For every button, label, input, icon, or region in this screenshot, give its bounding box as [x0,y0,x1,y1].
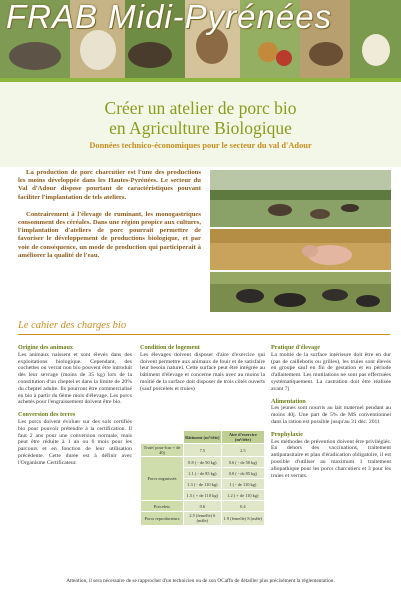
table-cell: 0.8 ( - de 50 kg) [183,457,221,468]
table-row [141,501,265,512]
banner-title: FRAB Midi-Pyrénées [6,0,333,35]
photo-black-pigs [210,272,391,312]
table-cell: 1.1 ( - de 85 kg) [183,468,221,479]
table-cell: 1.2 ( + de 110 kg) [221,490,264,501]
page-subtitle: Données technico-économiques pour le secteur du val d'Adour [89,141,312,150]
text-alimentation: Les jeunes sont nourris au lait maternel pendant au moins 40j. Une part de 5% de MS conventionnel dans la ration est possible jusqu'au 31 déc. 2011 [271,405,391,425]
table-row [141,457,265,468]
heading-pratique-elevage: Pratique d'élevage [271,344,320,351]
footer-note: Attention, il sera nécessaire de se rapprocher d'un technicien ou de son OCaffn de détailler plus précisément la réglementation. [66,578,335,584]
intro-paragraph-1: La production de porc charcutier est l'une des productions les moins développée dans les Hautes-Pyrénées. Le secteur du Val d'Adour dispose pourtant de caractéristiques pouvant faciliter l'implantation de tels ateliers. [18,169,201,201]
heading-condition-logement: Condition de logement [140,344,200,351]
table-cell: 0.8 ( - de 85 kg) [221,468,264,479]
table-cell: 0.4 [221,501,264,512]
table-cell: 1.3 ( - de 110 kg) [183,479,221,490]
page-title-line-2: en Agriculture Biologique [109,118,292,138]
column-3 [271,345,391,485]
table-cell: 2.5 [221,444,264,457]
table-header-batiment: Bâtiment (m²/tête) [183,431,221,444]
intro-text [18,169,201,269]
table-row [141,512,265,525]
column-1 [18,345,132,473]
text-origine-animaux: Les animaux naissent et sont élevés dans des exploitations biologique. Cependant, des cochettes ou verrat non bio pouvent être introduit dès leur sevrage (moins de 35 kg) lors de la constitution d'un cheptel et dans la limite de 20% du cheptel adulte. Ils pourront être commercialisé en bio à partir du 6ème mois d'élevage. Les porcs achetés pour l'engraissement doivent être bio. [18,351,132,406]
column-2 [140,345,265,399]
table-cell: 1 ( - de 110 kg) [221,479,264,490]
table-row-label: Truie/ pour-lcur + de 40j [141,444,184,457]
table-cell: 2.5 (femelle) 6 (mâle) [183,512,221,525]
heading-prophylaxie: Prophylaxie [271,430,303,438]
table-header-aire: Aire d'exercice (m²/tête) [221,431,264,444]
table-cell: 0.6 [183,501,221,512]
header-banner [0,0,401,78]
section-heading: Le cahier des charges bio [18,320,127,331]
text-conversion-terres: Les porcs doivent évoluer sur des sols certifiés bio pour pouvoir prétendre à la certification. Il faut 2 ans pour une conversion normale, mais peut être réduite à 1 an ou 6 mois pour les parcours et en fonction de leur utilisation précédente. Cette durée est à définir avec l'Organisme Certificateur. [18,418,132,466]
heading-alimentation: Alimentation [271,397,306,405]
table-cell: 1.9 (femelle) 8 (mâle) [221,512,264,525]
housing-surface-table [140,430,265,526]
photo-pigs-in-field [210,170,391,227]
table-row-label: Porcelets [141,501,184,512]
text-pratique-elevage: La moitié de la surface intérieure doit être en dur (pas de caillebotis ou grilles), les truies sont élevés en groupe sauf en fin de gestation et en période d'allaitement. Les mutilations ne sont pas effectuées systématiquement. La castration doit être réalisée avant 7j [271,351,391,392]
table-corner [141,431,184,444]
photo-pig-in-wheat [210,229,391,270]
table-row [141,444,265,457]
table-cell: 7.5 [183,444,221,457]
section-divider [18,334,390,335]
heading-origine-animaux: Origine des animaux [18,344,74,351]
intro-paragraph-2: Contrairement à l'élevage de ruminant, les monogastriques consomment des céréales. Dans une région propice aux cultures, l'implantation d'ateliers de porc pourrait permettre de favoriser le développement de productions biologique, et par voie de conséquence, un mode de production qui participerait à améliorer la qualité de l'eau. [18,210,201,259]
page-title-line-1: Créer un atelier de porc bio [104,98,297,118]
text-prophylaxie: Les méthodes de prévention doivent être privilégiés. En dehors des vaccinations, traitement antiparasitaire et plan d'éradication obligatoire, il est possible d'utiliser au maximum 1 traitement allopathique pour les porcs charcutiers et 3 pour les truies et verrats. [271,438,391,479]
table-row-label: Porcs engraissés [141,457,184,501]
heading-conversion-terres: Conversion des terres [18,411,76,419]
table-header-row [141,431,265,444]
table-row-label: Porcs reproducteurs [141,512,184,525]
table-cell: 0.6 ( - de 50 kg) [221,457,264,468]
text-condition-logement: Les élevages doivent disposer d'aire d'exercice qui doivent permettre aux animaux de fouir et de satisfaire leur besoin naturel. Cette surface peut être intégrée au bâtiment d'élevage et concerne mais avec au moins la moitié de la surface doit disposer de trois côtés ouverts (sauf porcelets et truies) [140,351,265,392]
table-cell: 1.5 ( + de 110 kg) [183,490,221,501]
